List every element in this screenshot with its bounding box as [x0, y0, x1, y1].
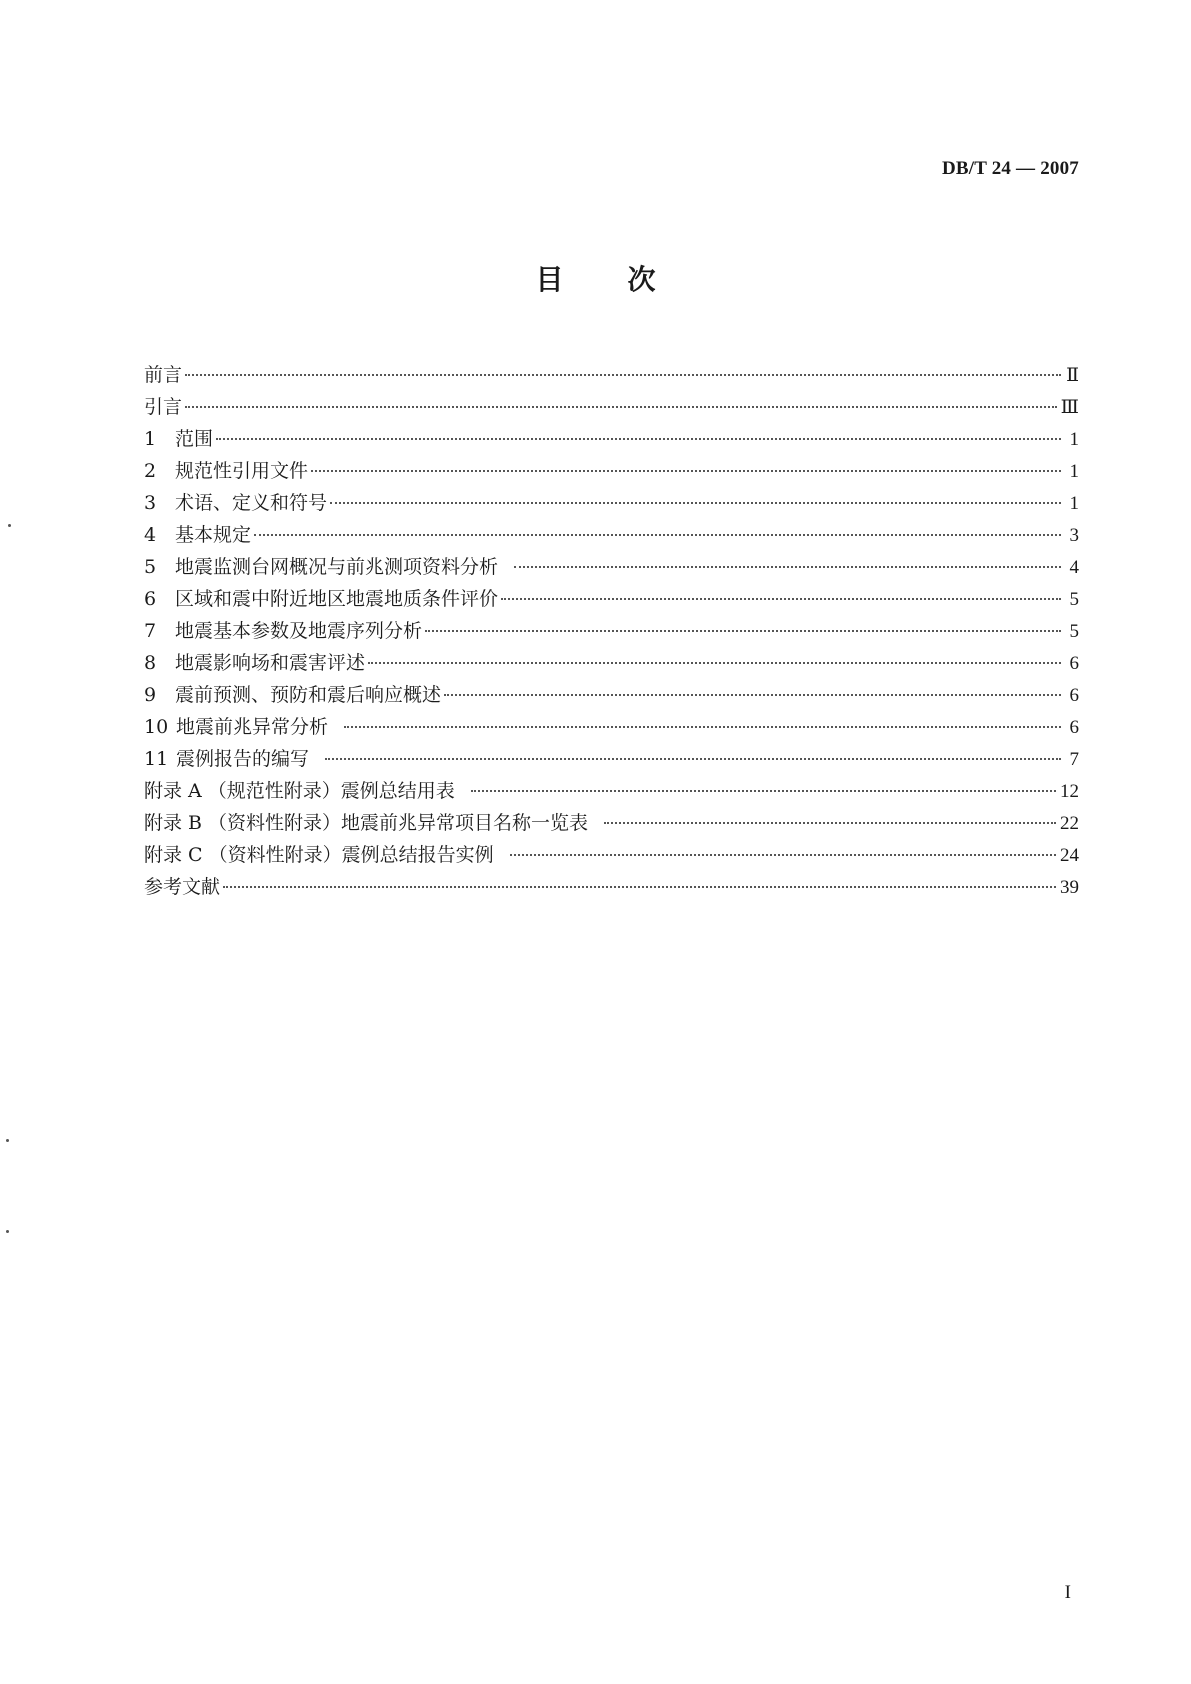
dot-leader: [425, 630, 1061, 632]
toc-entry-label: 范围: [175, 428, 214, 450]
dot-leader: [185, 374, 1061, 376]
toc-entry-label: 前言: [144, 364, 183, 386]
toc-entry[interactable]: [144, 551, 1079, 583]
toc-entry-label: 震例报告的编写: [176, 748, 310, 770]
dot-leader: [311, 470, 1061, 472]
toc-entry-page: 3: [1069, 525, 1079, 546]
toc-entry[interactable]: [144, 871, 1079, 903]
toc-list: [144, 359, 1079, 903]
toc-entry[interactable]: [144, 615, 1079, 647]
scan-speck: [6, 1230, 9, 1233]
toc-entry-label: 规范性引用文件: [175, 460, 309, 482]
page-number: I: [1064, 1582, 1071, 1603]
toc-entry-number: 9: [144, 684, 157, 706]
toc-entry-number: 11: [144, 748, 169, 770]
dot-leader: [471, 790, 1056, 792]
dot-leader: [254, 534, 1061, 536]
toc-entry-page: 24: [1060, 845, 1079, 866]
toc-entry-page: 6: [1069, 717, 1079, 738]
toc-entry-page: 4: [1069, 557, 1079, 578]
toc-entry-label: 术语、定义和符号: [175, 492, 328, 514]
dot-leader: [223, 886, 1056, 888]
dot-leader: [514, 566, 1061, 568]
dot-leader: [216, 438, 1061, 440]
toc-entry-label: 地震影响场和震害评述: [175, 652, 366, 674]
toc-entry-page: 6: [1069, 653, 1079, 674]
toc-entry[interactable]: [144, 583, 1079, 615]
toc-entry-page: Ⅲ: [1060, 397, 1079, 418]
dot-leader: [344, 726, 1061, 728]
toc-entry-number: 5: [144, 556, 157, 578]
toc-entry-label: 地震监测台网概况与前兆测项资料分析: [175, 556, 499, 578]
dot-leader: [444, 694, 1061, 696]
toc-entry-page: 39: [1060, 877, 1079, 898]
toc-entry-page: 1: [1069, 429, 1079, 450]
toc-entry-number: 2: [144, 460, 157, 482]
dot-leader: [325, 758, 1061, 760]
toc-entry[interactable]: [144, 487, 1079, 519]
toc-entry-page: 5: [1069, 621, 1079, 642]
toc-entry-number: 10: [144, 716, 169, 738]
toc-entry[interactable]: [144, 711, 1079, 743]
toc-entry[interactable]: [144, 423, 1079, 455]
toc-entry-label: 附录 C （资料性附录）震例总结报告实例: [144, 844, 494, 866]
toc-entry-number: 6: [144, 588, 157, 610]
dot-leader: [185, 406, 1057, 408]
toc-entry-page: 22: [1060, 813, 1079, 834]
dot-leader: [330, 502, 1061, 504]
toc-entry[interactable]: [144, 519, 1079, 551]
toc-entry-label: 附录 A （规范性附录）震例总结用表: [144, 780, 455, 802]
toc-entry-page: Ⅱ: [1066, 365, 1079, 386]
toc-entry-label: 地震基本参数及地震序列分析: [175, 620, 423, 642]
toc-entry-page: 1: [1069, 493, 1079, 514]
toc-entry-page: 7: [1069, 749, 1079, 770]
toc-entry-label: 基本规定: [175, 524, 252, 546]
toc-entry-label: 地震前兆异常分析: [176, 716, 329, 738]
toc-entry-number: 4: [144, 524, 157, 546]
toc-entry-number: 7: [144, 620, 157, 642]
standard-code: DB/T 24 — 2007: [941, 158, 1079, 179]
toc-entry[interactable]: [144, 839, 1079, 871]
toc-entry-label: 参考文献: [144, 876, 221, 898]
toc-entry-page: 12: [1060, 781, 1079, 802]
toc-entry[interactable]: [144, 455, 1079, 487]
toc-entry[interactable]: [144, 807, 1079, 839]
toc-entry-page: 6: [1069, 685, 1079, 706]
toc-entry[interactable]: [144, 679, 1079, 711]
toc-entry-number: 3: [144, 492, 157, 514]
scan-speck: [8, 524, 11, 527]
toc-entry-number: 8: [144, 652, 157, 674]
dot-leader: [501, 598, 1061, 600]
toc-entry[interactable]: [144, 647, 1079, 679]
toc-entry-number: 1: [144, 428, 157, 450]
dot-leader: [368, 662, 1061, 664]
toc-entry-page: 1: [1069, 461, 1079, 482]
toc-entry[interactable]: [144, 775, 1079, 807]
dot-leader: [604, 822, 1056, 824]
toc-entry-page: 5: [1069, 589, 1079, 610]
toc-entry[interactable]: [144, 359, 1079, 391]
toc-entry-label: 附录 B （资料性附录）地震前兆异常项目名称一览表: [144, 812, 589, 834]
toc-entry-label: 引言: [144, 396, 183, 418]
toc-title: 目次: [535, 263, 720, 296]
toc-entry[interactable]: [144, 391, 1079, 423]
dot-leader: [510, 854, 1056, 856]
toc-entry-label: 区域和震中附近地区地震地质条件评价: [175, 588, 499, 610]
toc-entry[interactable]: [144, 743, 1079, 775]
toc-entry-label: 震前预测、预防和震后响应概述: [175, 684, 442, 706]
scan-speck: [6, 1139, 9, 1142]
